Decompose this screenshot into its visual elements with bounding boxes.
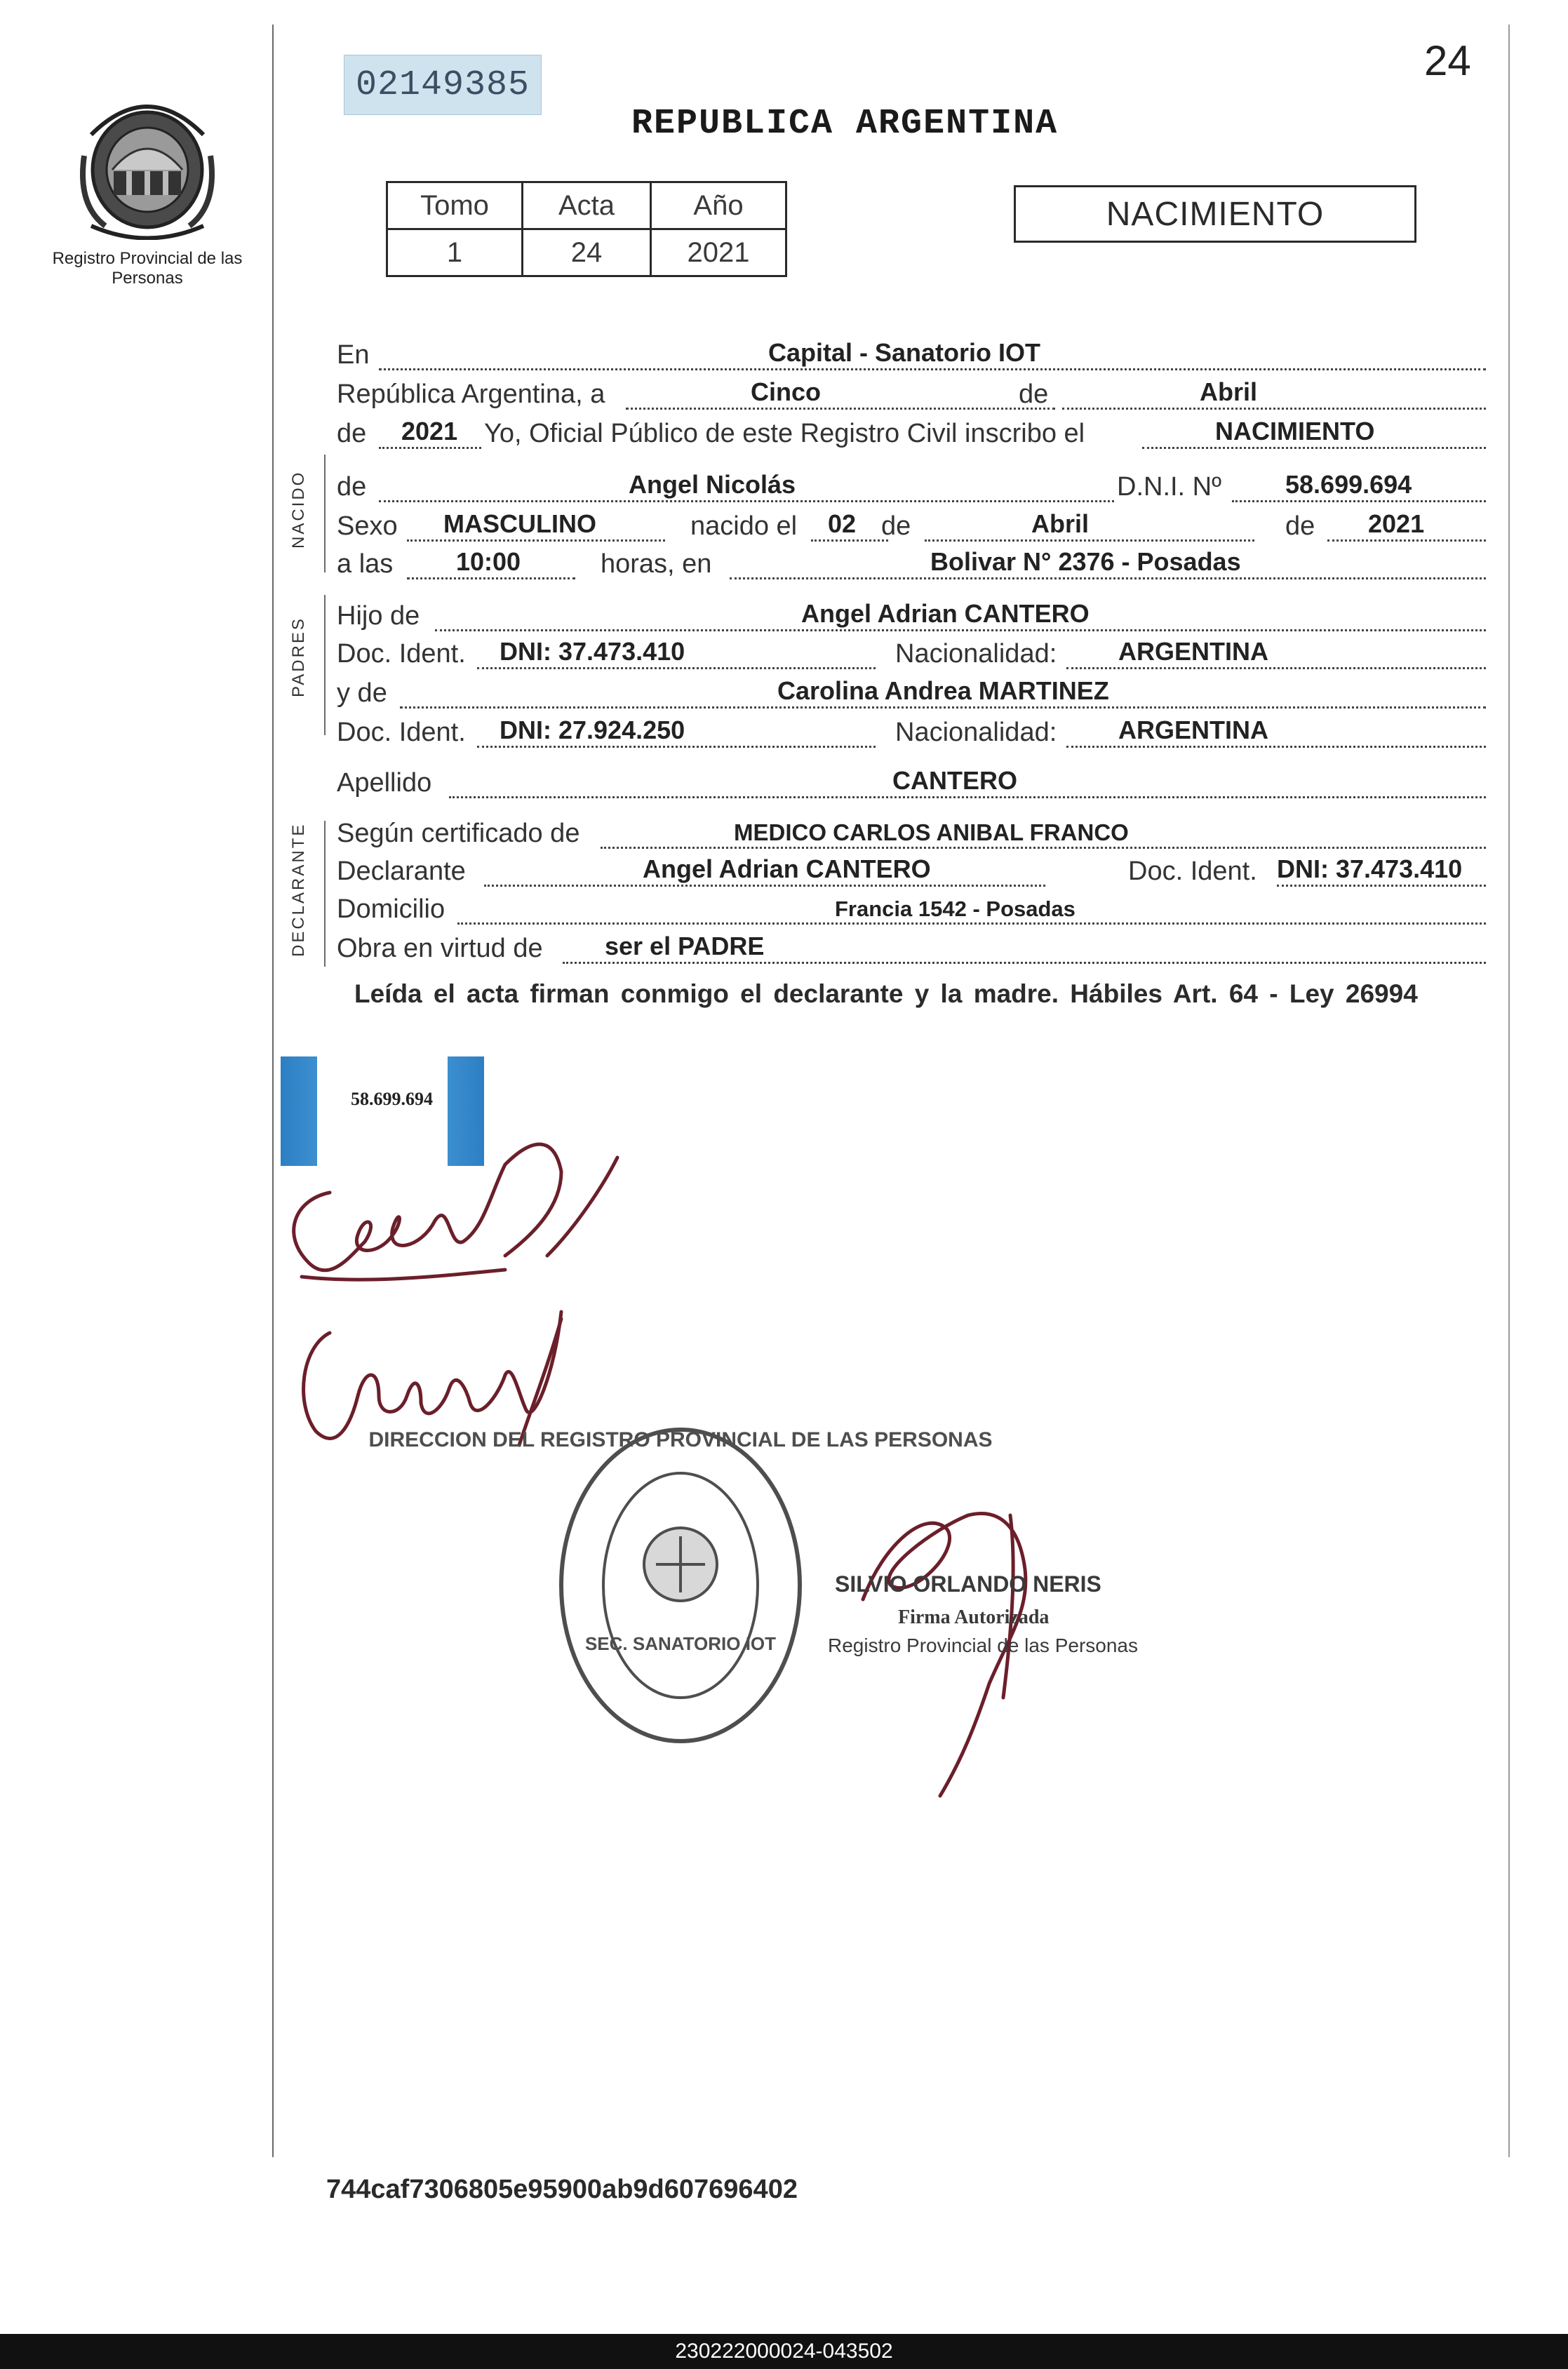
- tomo-value: 1: [387, 229, 523, 276]
- serial-number-sticker: 02149385: [344, 55, 542, 115]
- label-a-las: a las: [337, 549, 394, 579]
- seal-inner-text: SEC. SANATORIO IOT: [584, 1633, 777, 1654]
- value-place: Capital - Sanatorio IOT: [768, 338, 1041, 367]
- label-de-month: de: [1019, 380, 1049, 409]
- value-father-name: Angel Adrian CANTERO: [801, 599, 1090, 628]
- label-horas-en: horas, en: [601, 549, 712, 579]
- label-de-birth-month: de: [881, 511, 911, 541]
- document-hash: 744caf7306805e95900ab9d607696402: [326, 2175, 798, 2204]
- closing-statement: Leída el acta firman conmigo el declarante y la madre. Hábiles Art. 64 - Ley 26994: [354, 979, 1418, 1008]
- value-child-name: Angel Nicolás: [629, 470, 796, 499]
- label-y-de: y de: [337, 678, 387, 708]
- value-mother-nationality: ARGENTINA: [1118, 716, 1268, 744]
- value-surname: CANTERO: [892, 766, 1017, 795]
- page-number: 24: [1424, 37, 1471, 84]
- value-mother-doc: DNI: 27.924.250: [500, 716, 685, 744]
- seal-ring-text: DIRECCION DEL REGISTRO PROVINCIAL DE LAS PERSONAS: [368, 1428, 993, 1451]
- record-type-box: NACIMIENTO: [1014, 185, 1416, 243]
- signer-role: Firma Autorizada: [898, 1606, 1050, 1628]
- value-father-doc: DNI: 37.473.410: [500, 637, 685, 666]
- label-de-name: de: [337, 472, 367, 502]
- value-birth-month: Abril: [1031, 509, 1090, 538]
- signer-office: Registro Provincial de las Personas: [828, 1635, 1138, 1656]
- declarant-signature: [294, 1144, 617, 1280]
- official-seal: [561, 1430, 800, 1741]
- mother-signature: [304, 1312, 561, 1445]
- value-sex: MASCULINO: [443, 509, 596, 538]
- value-birth-day: 02: [828, 509, 857, 538]
- value-domicile: Francia 1542 - Posadas: [835, 897, 1076, 921]
- value-father-nationality: ARGENTINA: [1118, 637, 1268, 666]
- label-nacido-el: nacido el: [690, 511, 798, 541]
- label-dni-no: D.N.I. Nº: [1117, 472, 1221, 502]
- label-yo: Yo, Oficial Público de este Registro Civil inscribo el: [484, 419, 1085, 448]
- label-sexo: Sexo: [337, 511, 398, 541]
- tomo-header: Tomo: [387, 182, 523, 229]
- value-birth-address: Bolivar N° 2376 - Posadas: [930, 547, 1241, 576]
- section-label-padres: PADRES: [289, 617, 308, 697]
- signer-name: SILVIO ORLANDO NERIS: [835, 1571, 1101, 1597]
- anio-header: Año: [651, 182, 786, 229]
- label-nacionalidad-mother: Nacionalidad:: [895, 718, 1057, 747]
- label-nacionalidad-father: Nacionalidad:: [895, 639, 1057, 669]
- label-obra-en-virtud: Obra en virtud de: [337, 934, 543, 963]
- label-hijo-de: Hijo de: [337, 601, 420, 631]
- value-month-text: Abril: [1200, 377, 1258, 406]
- acta-header: Acta: [523, 182, 651, 229]
- label-segun-certificado: Según certificado de: [337, 819, 580, 848]
- section-label-declarante: DECLARANTE: [289, 822, 308, 957]
- label-declarante: Declarante: [337, 857, 466, 886]
- acta-value: 24: [523, 229, 651, 276]
- value-year: 2021: [401, 417, 458, 445]
- id-sticker-text: 58.699.694: [351, 1089, 433, 1109]
- footer-code-bar: 230222000024-043502: [0, 2334, 1568, 2369]
- label-de-year: de: [337, 419, 367, 448]
- label-domicilio: Domicilio: [337, 894, 445, 924]
- value-certificate-by: MEDICO CARLOS ANIBAL FRANCO: [734, 819, 1129, 845]
- value-time: 10:00: [456, 547, 521, 576]
- value-declarant-name: Angel Adrian CANTERO: [643, 854, 931, 883]
- label-de-birth-year: de: [1285, 511, 1315, 541]
- label-doc-ident-declarant: Doc. Ident.: [1128, 857, 1257, 886]
- value-child-dni: 58.699.694: [1285, 470, 1412, 499]
- section-label-nacido: NACIDO: [289, 470, 308, 549]
- label-doc-ident-father: Doc. Ident.: [337, 639, 466, 669]
- value-birth-year: 2021: [1368, 509, 1425, 538]
- label-doc-ident-mother: Doc. Ident.: [337, 718, 466, 747]
- value-declarant-doc: DNI: 37.473.410: [1277, 854, 1463, 883]
- value-mother-name: Carolina Andrea MARTINEZ: [777, 676, 1109, 705]
- value-capacity: ser el PADRE: [605, 932, 765, 960]
- value-event: NACIMIENTO: [1215, 417, 1375, 445]
- document-title: REPUBLICA ARGENTINA: [631, 104, 1059, 144]
- label-en: En: [337, 340, 370, 370]
- anio-value: 2021: [651, 229, 786, 276]
- value-day-text: Cinco: [751, 377, 822, 406]
- registry-caption: Registro Provincial de las Personas: [52, 249, 243, 288]
- label-republica: República Argentina, a: [337, 380, 605, 409]
- label-apellido: Apellido: [337, 768, 432, 798]
